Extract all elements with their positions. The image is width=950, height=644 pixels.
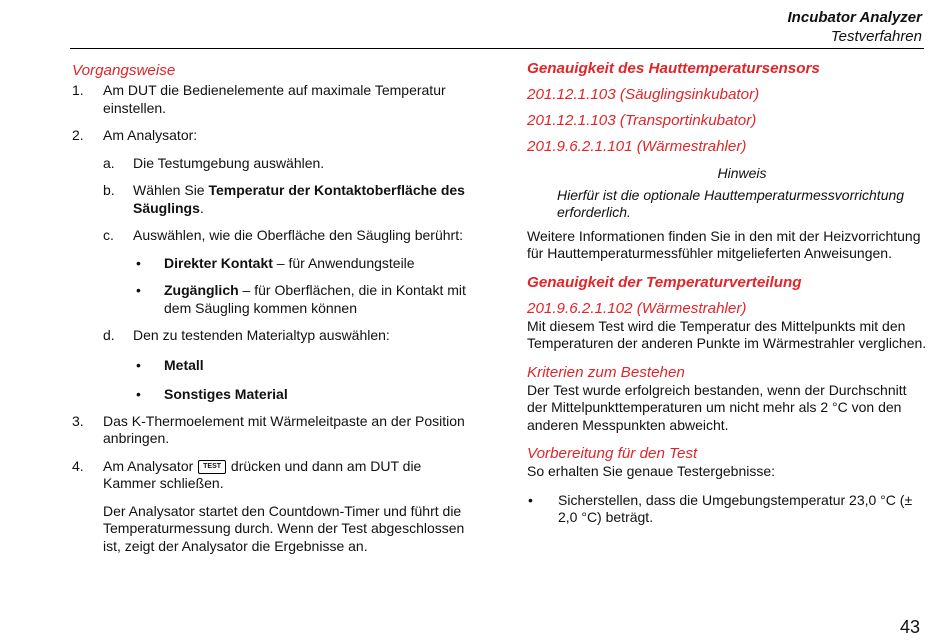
option-direct-contact — [72, 255, 472, 273]
info-paragraph: Weitere Informationen finden Sie in den mit der Heizvorrichtung für Hauttemperaturmessfühler mitgelieferten Anweisungen. — [527, 227, 921, 261]
substep-d-letter: d. — [103, 327, 115, 343]
option-metal — [72, 357, 472, 375]
step-3-text: Das K-Thermoelement mit Wärmeleitpaste an der Position anbringen. — [103, 412, 465, 446]
reference-4: 201.9.6.2.1.102 (Wärmestrahler) — [527, 299, 747, 317]
substep-a-text: Die Testumgebung auswählen. — [133, 154, 325, 171]
step-3 — [72, 413, 472, 448]
step-4-number: 4. — [72, 457, 84, 474]
note-heading: Hinweis — [717, 165, 767, 181]
pass-criteria-paragraph: Der Test wurde erfolgreich bestanden, wenn der Durchschnitt der Mittelpunkttemperaturen um nicht mehr als 2 °C von den anderen Messpunkten abweicht. — [527, 381, 907, 433]
reference-1: 201.12.1.103 (Säuglingsinkubator) — [527, 86, 760, 103]
section-heading-pass-criteria: Kriterien zum Bestehen — [527, 363, 685, 381]
step-2 — [72, 127, 472, 145]
substep-b-letter: b. — [103, 182, 115, 198]
step-4-paragraph: Der Analysator startet den Countdown-Timer und führt die Temperaturmessung durch. Wenn der Test abgeschlossen ist, zeigt der Analysator die Ergebnisse an. — [103, 502, 465, 554]
option-accessible-label: Zugänglich — [164, 282, 239, 298]
bullet-icon: • — [136, 386, 141, 402]
option-accessible-text: – für Oberflächen, die in Kontakt mit dem Säugling kommen können — [164, 282, 466, 316]
substep-b-bold: Temperatur der Kontaktoberfläche des Säuglings — [133, 182, 465, 216]
preparation-bullet-text: Sicherstellen, dass die Umgebungstemperatur 23,0 °C (± 2,0 °C) beträgt. — [558, 491, 913, 525]
substep-c-letter: c. — [103, 227, 114, 243]
substep-a — [72, 155, 472, 173]
left-column — [72, 61, 472, 555]
reference-2: 201.12.1.103 (Transportinkubator) — [527, 112, 757, 129]
preparation-bullet — [527, 492, 927, 527]
header-rule — [70, 48, 924, 49]
substep-d-text: Den zu testenden Materialtyp auswählen: — [133, 327, 390, 343]
step-2-text: Am Analysator: — [103, 127, 198, 143]
option-metal-label: Metall — [164, 356, 204, 373]
step-4 — [72, 458, 472, 493]
step-2-number: 2. — [72, 127, 84, 143]
preparation-paragraph: So erhalten Sie genaue Testergebnisse: — [527, 463, 776, 479]
substep-b-pre: Wählen Sie — [133, 182, 209, 198]
option-other-material-label: Sonstiges Material — [164, 386, 288, 402]
section-heading-distribution: Genauigkeit der Temperaturverteilung — [527, 273, 802, 291]
substep-c — [72, 227, 472, 245]
bullet-icon: • — [136, 254, 141, 271]
section-heading-preparation: Vorbereitung für den Test — [527, 445, 698, 462]
bullet-icon: • — [528, 491, 533, 508]
step-3-number: 3. — [72, 412, 84, 429]
option-direct-contact-label: Direkter Kontakt — [164, 254, 273, 271]
option-direct-contact-text: – für Anwendungsteile — [272, 254, 415, 271]
running-header-title: Incubator Analyzer — [787, 9, 922, 26]
bullet-icon: • — [136, 356, 141, 373]
step-4-post: drücken und dann am DUT die Kammer schließen. — [103, 457, 422, 491]
option-accessible — [72, 282, 472, 317]
note-text: Hierfür ist die optionale Hauttemperaturmessvorrichtung erforderlich. — [557, 186, 905, 220]
section-heading-skin-sensor: Genauigkeit des Hauttemperatursensors — [527, 60, 820, 77]
substep-d — [72, 327, 472, 345]
running-header-subtitle: Testverfahren — [830, 28, 922, 45]
substep-b-post: . — [199, 199, 204, 216]
step-1-number: 1. — [72, 82, 84, 98]
reference-3: 201.9.6.2.1.101 (Wärmestrahler) — [527, 138, 747, 155]
option-other-material — [72, 386, 472, 404]
step-1 — [72, 82, 472, 117]
right-column — [527, 59, 927, 527]
substep-c-text: Auswählen, wie die Oberfläche den Säugling berührt: — [133, 227, 463, 243]
distribution-paragraph: Mit diesem Test wird die Temperatur des Mittelpunkts mit den Temperaturen der anderen Punkte im Wärmestrahler verglichen. — [527, 317, 927, 351]
bullet-icon: • — [136, 282, 141, 298]
step-4-pre: Am Analysator — [103, 457, 198, 474]
page-number: 43 — [899, 617, 920, 637]
substep-b — [72, 182, 472, 217]
test-key-icon: TEST — [198, 460, 226, 474]
procedure-heading: Vorgangsweise — [72, 62, 176, 79]
step-1-text: Am DUT die Bedienelemente auf maximale Temperatur einstellen. — [103, 82, 446, 116]
substep-a-letter: a. — [103, 154, 115, 171]
